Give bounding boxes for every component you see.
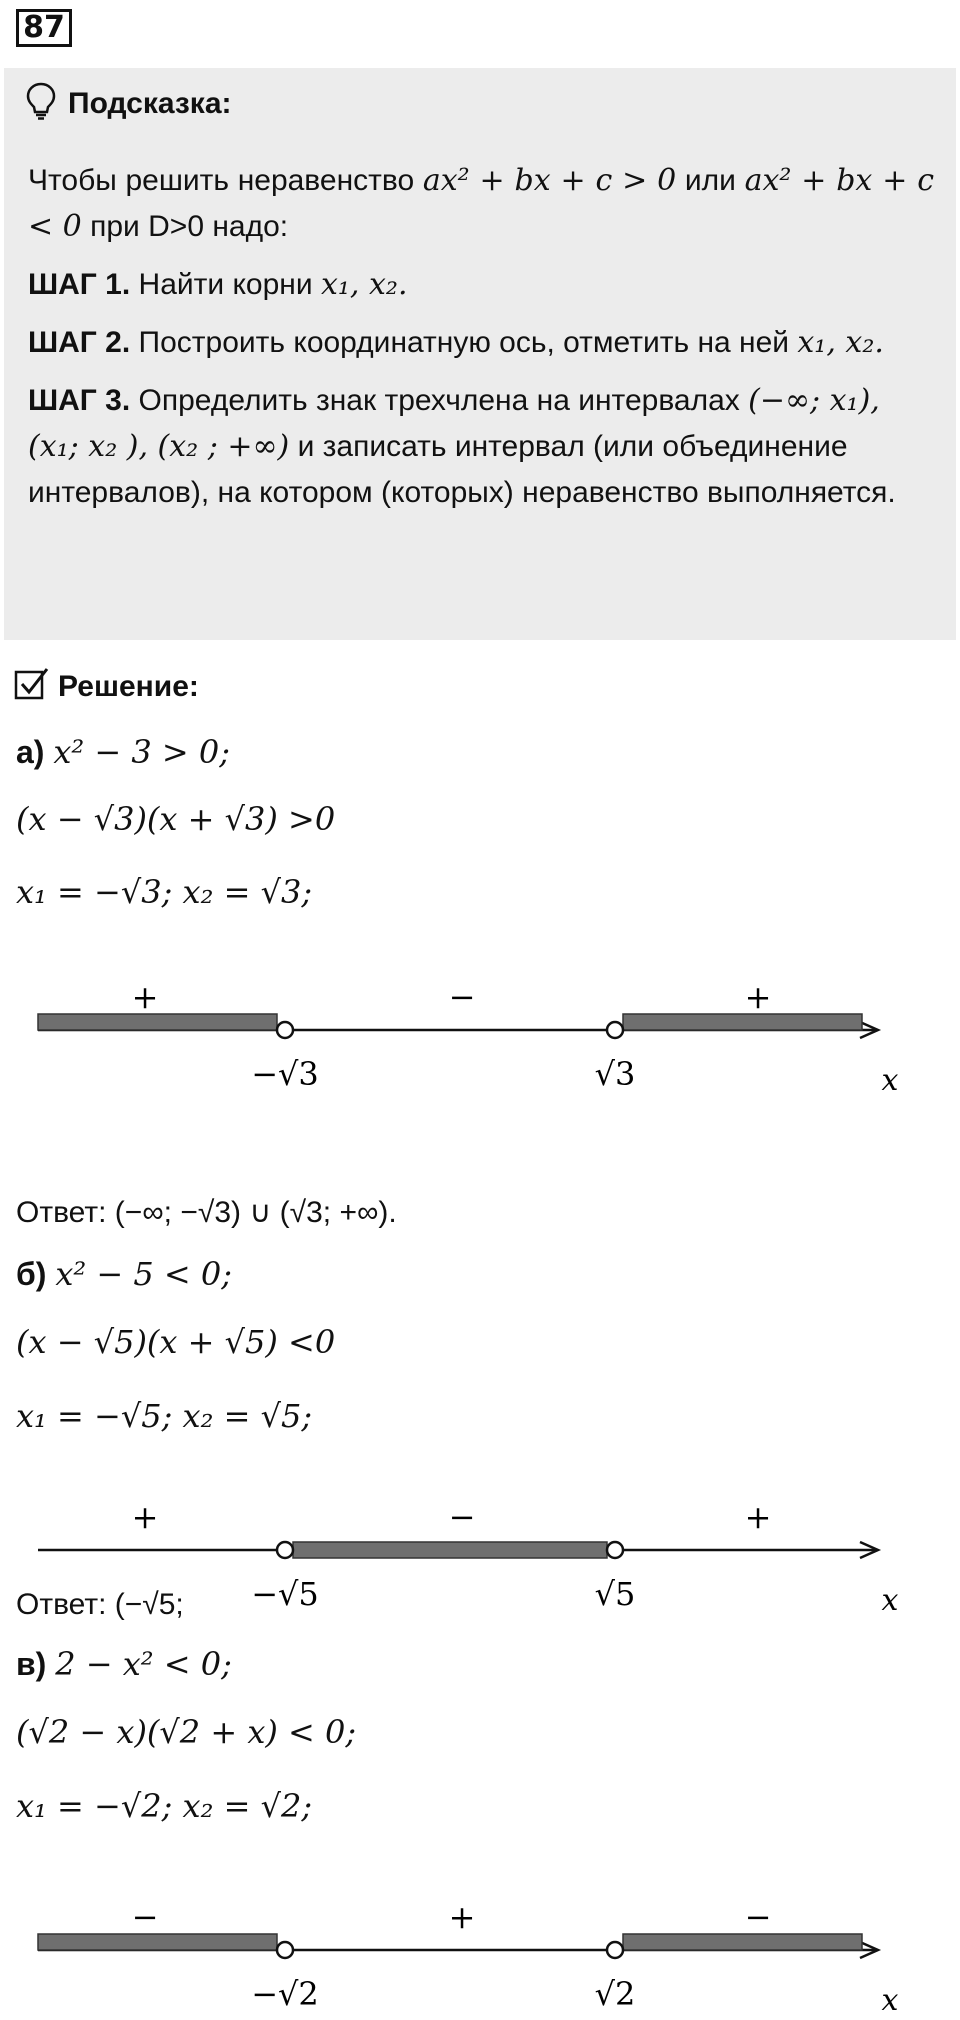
interval-sign-3: + [744,978,772,1016]
part-c-label: в) [16,1646,47,1682]
hint-title: Подсказка: [68,86,232,120]
root-label-2: √3 [594,1055,636,1093]
step-2-label: ШАГ 2. [28,326,131,359]
shaded-interval-right [623,1934,862,1950]
solution-title: Решение: [58,669,199,703]
hint-or: или [684,164,736,197]
interval-sign-1: + [131,978,159,1016]
root-label-2: √2 [594,1975,636,2013]
interval-sign-2: − [448,1498,476,1536]
part-b-factored: (x − √5)(x + √5) <0 [16,1323,336,1361]
interval-sign-1: + [131,1498,159,1536]
interval-sign-2: − [448,978,476,1016]
hint-intro-text: Чтобы решить неравенство [28,164,415,197]
hint-intro [28,158,934,250]
part-b-inequality-text: x² − 5 < 0; [55,1255,232,1293]
part-a-roots: x₁ = −√3; x₂ = √3; [16,873,313,911]
part-b-roots: x₁ = −√5; x₂ = √5; [16,1397,313,1435]
hint-header [26,82,232,125]
open-point-root-1 [277,1942,293,1958]
step-3-math: (−∞; x₁), (x₁; x₂ ), (x₂ ; +∞) [28,383,880,464]
part-a-factored: (x − √3)(x + √3) >0 [16,800,336,838]
axis-variable-label: x [881,1983,899,2018]
axis-variable-label: x [881,1063,899,1098]
checkbox-check-icon [14,666,50,707]
part-c-factored: (√2 − x)(√2 + x) < 0; [16,1713,357,1751]
step-1-text: Найти корни [138,268,313,301]
step-3-label: ШАГ 3. [28,384,131,417]
step-2-math: x₁, x₂. [797,325,884,360]
open-point-root-2 [607,1942,623,1958]
open-point-root-1 [277,1022,293,1038]
part-b-answer: Ответ: (−√5; [16,1588,184,1621]
part-a-label: а) [16,734,45,770]
hint-inequality-1: ax² + bx + c > 0 [422,163,677,198]
part-c-number-line [0,1880,960,2020]
root-label-1: −√5 [251,1575,319,1613]
open-point-root-1 [277,1542,293,1558]
problem-number: 87 [16,9,72,47]
part-a-number-line [0,960,960,1100]
hint-step-1 [28,262,934,308]
part-a-inequality [16,733,230,771]
hint-body [28,158,934,528]
part-b-label: б) [16,1256,47,1292]
root-label-1: −√2 [251,1975,319,2013]
hint-step-2 [28,320,934,366]
shaded-interval-right [623,1014,862,1030]
part-c-roots: x₁ = −√2; x₂ = √2; [16,1787,313,1825]
step-3-tail: и записать интервал (или объединение интервалов), на котором (которых) неравенство выполняется. [28,430,896,509]
step-2-text: Построить координатную ось, отметить на ней [138,326,790,359]
hint-intro-tail: при D>0 надо: [90,210,289,243]
step-1-label: ШАГ 1. [28,268,131,301]
shaded-interval-left [38,1014,277,1030]
open-point-root-2 [607,1542,623,1558]
part-a-answer: Ответ: (−∞; −√3) ∪ (√3; +∞). [16,1196,397,1229]
interval-sign-3: − [744,1898,772,1936]
interval-sign-1: − [131,1898,159,1936]
interval-sign-2: + [448,1898,476,1936]
shaded-interval-middle [293,1542,607,1558]
solution-header [14,666,199,707]
hint-step-3 [28,378,934,516]
step-1-math: x₁, x₂. [320,267,408,302]
root-label-1: −√3 [251,1055,319,1093]
lightbulb-icon [26,82,56,125]
interval-sign-3: + [744,1498,772,1536]
part-c-inequality-text: 2 − x² < 0; [55,1645,232,1683]
part-b-inequality [16,1255,232,1293]
hint-box [4,68,956,640]
axis-variable-label: x [881,1583,899,1618]
step-3-text: Определить знак трехчлена на интервалах [138,384,740,417]
root-label-2: √5 [594,1575,636,1613]
open-point-root-2 [607,1022,623,1038]
hint-inequality-2: ax² + bx + c < 0 [28,163,934,244]
part-a-inequality-text: x² − 3 > 0; [53,733,231,771]
part-c-inequality [16,1645,232,1683]
shaded-interval-left [38,1934,277,1950]
